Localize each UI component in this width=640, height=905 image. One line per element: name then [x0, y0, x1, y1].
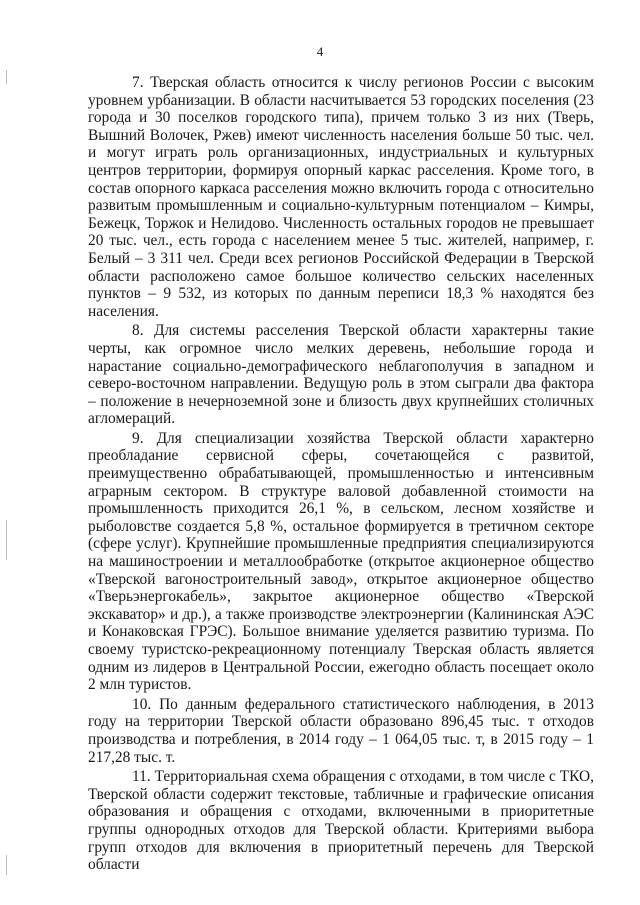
- paragraph-10: 10. По данным федерального статистического наблюдения, в 2013 году на территории Тверской области образовано 896,45 тыс. т отходов производства и потребления, в 2014 году – 1 064,05 тыс. т, в 2015 году – 1 217,28 тыс. т.: [88, 695, 594, 766]
- scan-margin-mark-middle: [6, 520, 7, 560]
- document-body: [88, 74, 594, 876]
- paragraph-8: 8. Для системы расселения Тверской области характерны такие черты, как огромное число мелких деревень, небольшие города и нарастание социально-демографического неблагополучия в западном и северо-восточном направлении. Ведущую роль в этом сыграли два фактора – положение в нечерноземной зоне и близость двух крупнейших столичных агломераций.: [88, 322, 594, 428]
- scan-margin-mark-top: [6, 70, 7, 84]
- paragraph-9: 9. Для специализации хозяйства Тверской области характерно преобладание сервисной сферы, сочетающейся с развитой, преимущественно обрабатывающей, промышленностью и интенсивным аграрным сектором. В структуре валовой добавленной стоимости на промышленность приходится 26,1 %, в сельском, лесном хозяйстве и рыболовстве создается 5,8 %, остальное формируется в третичном секторе (сфере услуг). Крупнейшие промышленные предприятия специализируются на машиностроении и металлообработке (открытое акционерное общество «Тверской вагоностроительный завод», открытое акционерное общество «Тверьэнергокабель», закрытое акционерное общество «Тверской экскаватор» и др.), а также производстве электроэнергии (Калининская АЭС и Конаковская ГРЭС). Большое внимание уделяется развитию туризма. По своему туристско-рекреационному потенциалу Тверская область является одним из лидеров в Центральной России, ежегодно область посещает около 2 млн туристов.: [88, 429, 594, 694]
- paragraph-11: 11. Территориальная схема обращения с отходами, в том числе с ТКО, Тверской области содержит текстовые, табличные и графические описания образования и обращения с отходами, включенными в приоритетные группы однородных отходов для Тверской области. Критериями выбора групп отходов для включения в приоритетный перечень для Тверской области: [88, 768, 594, 874]
- page-number: 4: [316, 44, 324, 59]
- paragraph-7: 7. Тверская область относится к числу регионов России с высоким уровнем урбанизации. В области насчитывается 53 городских поселения (23 города и 30 поселков городского типа), причем только 3 из них (Тверь, Вышний Волочек, Ржев) имеют численность населения больше 50 тыс. чел. и могут играть роль организационных, индустриальных и культурных центров территории, формируя опорный каркас расселения. Кроме того, в состав опорного каркаса расселения можно включить города с относительно развитым промышленным и социально-культурным потенциалом – Кимры, Бежецк, Торжок и Нелидово. Численность остальных городов не превышает 20 тыс. чел., есть города с населением менее 5 тыс. жителей, например, г. Белый – 3 311 чел. Среди всех регионов Российской Федерации в Тверской области расположено самое большое количество сельских населенных пунктов – 9 532, из которых по данным переписи 18,3 % находятся без населения.: [88, 74, 594, 320]
- scan-margin-mark-bottom: [6, 855, 7, 875]
